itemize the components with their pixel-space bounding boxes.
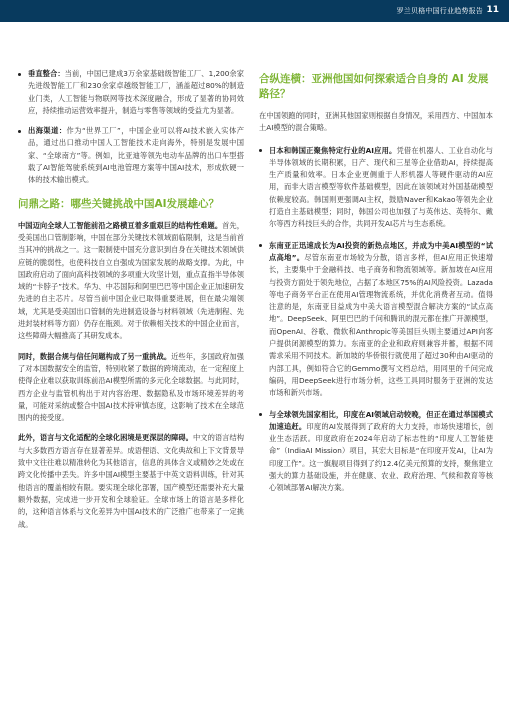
bullet-export-channel	[18, 125, 244, 186]
bullet-vertical-integration	[18, 68, 244, 117]
paragraph-lead: 中国迈向全球人工智能前沿之路横亘着多重艰巨的结构性难题。	[18, 220, 223, 230]
paragraph-text: 首先，受美国出口管制影响，中国在部分关键技术领域面临限制，这是当前首当其冲的挑战之一。这一限制使中国充分意识到自身在关键技术领域供应链的脆弱性，也使科技自立自强成为国家发展的战略支撑。为此，中国政府启动了面向高科技领域的多项重大攻坚计划，重点直指半导体领域的“卡脖子”技术。华为、中芯国际和阿里巴巴等中国企业正加速研发先进的自主芯片。尽管当前中国企业已取得重要进展，但在最尖端领域，尤其是受美国出口管制的先进制造设备与材料领域（先进制程、先进封装材料等方面）仍存在瓶颈。对于依赖相关技术的中国企业而言，这些障碍大幅推高了其研发成本。	[18, 220, 244, 341]
bullet-lead: 与全球领先国家相比，印度在AI领域启动较晚，但正在通过举国模式加速追赶。	[269, 409, 493, 431]
paragraph-data-compliance	[18, 351, 244, 425]
bullet-dot-icon	[18, 73, 21, 76]
bullet-text: 当前，中国已建成3万余家基础级智能工厂、1,200余家先进级智能工厂和230余家卓越级智能工厂，涵盖超过80%的制造业门类，人工智能与物联网等技术深度融合，形成了显著的协同效应，持续推动运营效率提升，制造与零售等领域的受益尤为显著。	[28, 69, 244, 115]
bullet-lead: 东南亚正迅速成长为AI投资的新热点地区，并成为中美AI模型的“试点高地”。	[269, 240, 493, 262]
bullet-dot-icon	[259, 244, 262, 247]
bullet-japan-korea	[259, 145, 493, 231]
bullet-text: 尽管东南亚市场较为分散，语言多样，但AI应用正快速增长，主要集中于金融科技、电子商务和物流领域等。新加坡在AI应用与投资方面处于领先地位，占据了本地区75%的AI风险投资。Lazada等电子商务平台正在使用AI管理物流系统，并优化消费者互动。值得注意的是，东南亚目益成为中美大语言模型混合解决方案的“试点高地”。DeepSeek、阿里巴巴的千问和腾讯的混元都在推广开源模型，而OpenAI、谷歌、微软和Anthropic等美国巨头则主要通过API向客户提供闭源模型的算力。东南亚的企业和政府则兼容并蓄，根据不同需求采用不同技术。新加坡的华侨银行就使用了超过30种由AI驱动的内部工具，例如符合它的Gemmo撰写文档总结，用同里的千问完成编码，用DeepSeek进行市场分析，这些工具同时服务于亚洲的发达市场和新兴市场。	[269, 252, 493, 398]
paragraph-language-culture	[18, 432, 244, 530]
page-number: 11	[486, 5, 499, 15]
section-title-asia-paths: 合纵连横：亚洲他国如何探索适合自身的 AI 发展路径？	[259, 73, 489, 100]
bullet-lead: 垂直整合：	[28, 69, 65, 78]
section-title-challenges: 问鼎之路：哪些关键挑战中国AI发展雄心？	[18, 197, 220, 210]
bullet-dot-icon	[18, 130, 21, 133]
bullet-text: 印度的AI发展得到了政府的大力支持，市场快速增长，创业生态活跃。印度政府在2024年启动了标志性的“印度人工智能使命”（IndiaAI Mission）项目，其宏大目标是“在印度开发AI，让AI为印度工作”。这一旗舰项目得到了约12.4亿美元预算的支持，聚焦建立强大的算力基础设施，并在健康、农业、政府治理、气候和教育等核心领域部署AI解决方案。	[269, 421, 493, 493]
paragraph-structural-challenges	[18, 220, 244, 343]
left-column	[18, 68, 244, 539]
bullet-india	[259, 409, 493, 495]
bullet-lead: 出海渠道：	[28, 126, 67, 136]
paragraph-text: 中文的语言结构与大多数西方语言存在显著差异。成语俚语、文化典故和上下文背景导致中文往往难以精准转化为其他语言，信息的具体含义或精妙之处或在跨文化传播中丢失。许多中国AI模型主要基于中英文语料训练，针对其他语言的覆盖相较有限。要实现全球化部署，国产模型还需要补充大量额外数据，完成进一步开发和全球验证。全球市场上的语言是多样化的，这种语言体系与文化差异为中国AI技术的广泛推广也带来了一定挑战。	[18, 433, 244, 529]
bullet-text: 作为“世界工厂”，中国企业可以将AI技术嵌入实体产品，通过出口推动中国人工智能技术走向海外，特别是发展中国家、“全球南方”等。例如，比亚迪等领先电动车品牌的出口车型搭载了AI智能驾驶系统到AI电池管理方案等中国AI技术，形成软硬一体的技术输出模式。	[28, 126, 244, 185]
paragraph-lead: 同时，数据合规与信任问题构成了另一重挑战。	[18, 351, 172, 361]
bullet-southeast-asia	[259, 240, 493, 400]
bullet-text: 凭借在机器人、工业自动化与半导体领域的长期积累，日产、现代和三星等企业借助AI，持续提高生产质量和效率。日本企业更侧重于人形机器人等硬件驱动的AI应用，而非大语言模型等软件基础模型，因此在该领域对外国基础模型依赖度较高。韩国则更强调AI主权，鼓励Naver和Kakao等领先企业打造自主基础模型；同时，韩国公司也加强了与英伟达、英特尔、戴尔等西方科技巨头的合作，共同开发AI芯片与生态系统。	[269, 145, 493, 229]
paragraph-text: 近些年，多国政府加强了对本国数据安全的监管，特别收紧了数据的跨境流动，在一定程度上使得企业难以获取训练前沿AI模型所需的多元化全球数据。与此同时，西方企业与监管机构出于对内容治理、数据隐私及市场环境差异的考量，可能对采纳或整合中国AI技术持审慎态度，这影响了技术在全球范围内的接受度。	[18, 351, 244, 423]
bullet-dot-icon	[259, 413, 262, 416]
right-column	[259, 72, 493, 504]
paragraph-lead: 此外，语言与文化适配的全球化困境是更深层的障碍。	[18, 433, 193, 443]
report-brand-title: 罗兰贝格中国行业趋势报告	[396, 7, 483, 15]
page-header-bar	[0, 0, 509, 22]
paragraph-intro: 在中国领跑的同时，亚洲其他国家则根据自身情况，采用西方、中国加本土AI模型的混合策略。	[259, 111, 493, 133]
bullet-dot-icon	[259, 149, 262, 152]
bullet-lead: 日本和韩国正聚焦特定行业的AI应用。	[269, 145, 397, 155]
